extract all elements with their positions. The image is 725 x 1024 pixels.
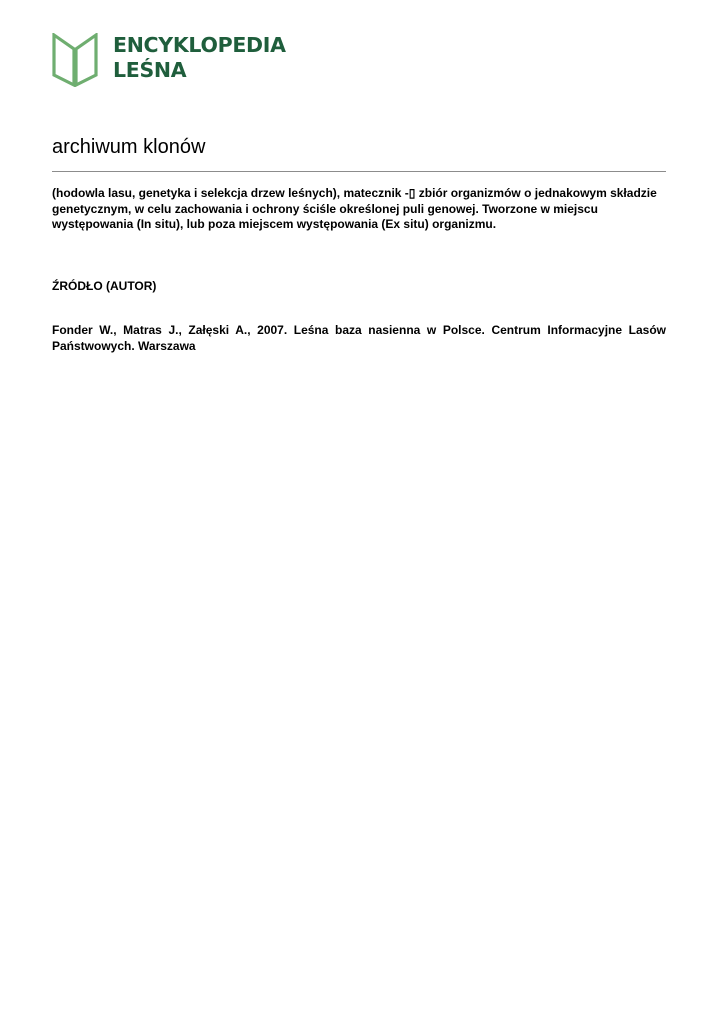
logo-line-1: ENCYKLOPEDIA [113, 33, 286, 57]
entry-title: archiwum klonów [52, 136, 206, 158]
book-right-page [76, 35, 96, 85]
logo-line-2: LEŚNA [113, 58, 187, 82]
title-divider [52, 171, 666, 172]
entry-definition: (hodowla lasu, genetyka i selekcja drzew leśnych), matecznik -▯ zbiór organizmów o jednakowym składzie genetycznym, w celu zachowania i ochrony ściśle określonej puli genowej. Tworzone w miejscu występowania (In situ), lub poza miejscem występowania (Ex situ) organizmu. [52, 186, 657, 231]
open-book-shape [54, 35, 96, 85]
site-logo[interactable] [52, 33, 286, 87]
logo-wordmark [113, 33, 286, 83]
book-left-page [54, 35, 74, 85]
open-book-icon [52, 33, 98, 87]
source-citation: Fonder W., Matras J., Załęski A., 2007. Leśna baza nasienna w Polsce. Centrum Informacyjne Lasów Państwowych. Warszawa [52, 323, 666, 353]
source-heading: ŹRÓDŁO (AUTOR) [52, 279, 157, 293]
